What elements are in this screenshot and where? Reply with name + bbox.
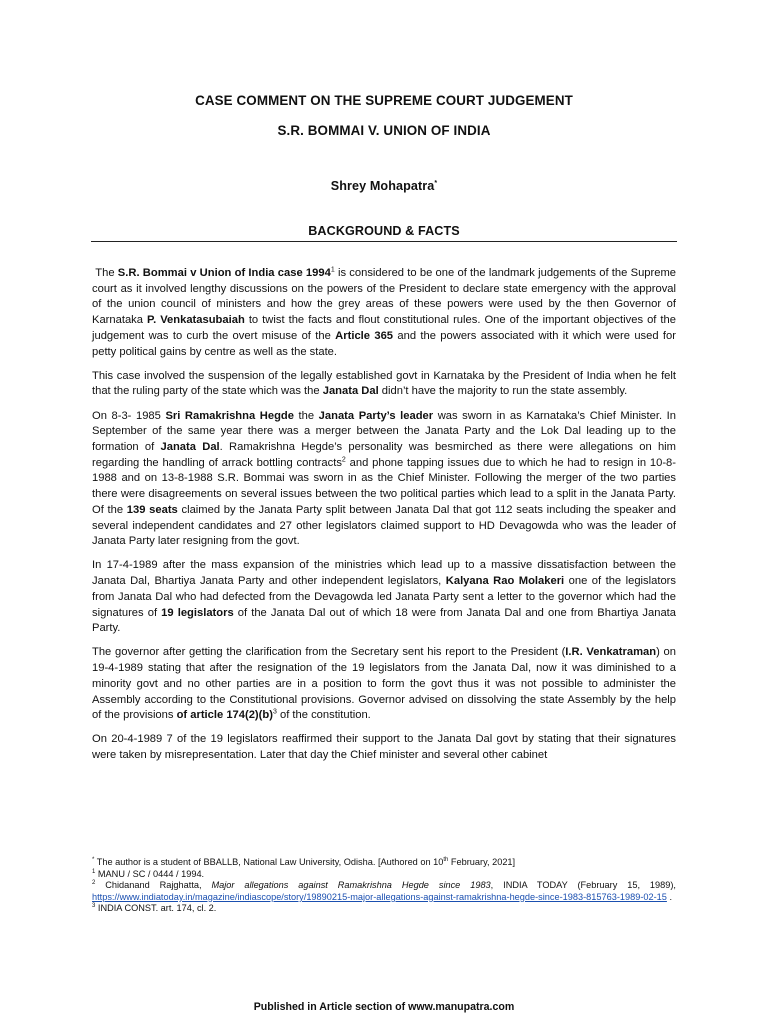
heading-rule [91,241,677,242]
text-run: didn’t have the majority to run the state assembly. [378,385,628,398]
case-subtitle: S.R. BOMMAI V. UNION OF INDIA [277,123,491,138]
text-run: to twist the facts and flout constitutional rules. One of the important objectives of the judgement was to curb the overt misuse of the [92,314,676,342]
footnote-mark: 1 [92,868,96,875]
text-run: . Ramakrishna Hegde’s personality was besmirched as there were allegations on him regarding the handling of arrack bottling contracts [92,441,676,469]
source-link[interactable]: https://www.indiatoday.in/magazine/indiascope/story/19890215-major-allegations-against-ramakrishna-hegde-since-1983-815763-1989-02-15 [92,891,667,902]
footnote-mark: 2 [92,880,96,887]
text-run: the [293,409,319,422]
body-text [92,266,676,772]
bold-run: Janata Dal [160,441,220,454]
footnote-author [92,857,676,869]
bold-run: Sri Ramakrishna Hegde [165,409,294,422]
article-title: Major allegations against Ramakrishna Hegde since 1983 [211,880,491,891]
bold-run: I.R. Venkatraman [565,646,657,659]
footnote-text: INDIA CONST. art. 174, cl. 2. [95,903,217,914]
text-run: was sworn in as Karnataka’s Chief Minister. In September of the same year there was a merger between the Janata Party and the Lok Dal leading up to the formation of [92,409,676,454]
footnote-text: Chidanand Rajghatta, [95,880,212,891]
text-run: of the constitution. [276,709,371,722]
bold-run: Janata Party’s leader [318,409,434,422]
text-run: On 8-3- 1985 [92,409,166,422]
ordinal-suffix: th [443,856,449,863]
text-run: ) on 19-4-1989 stating that after the resignation of the 19 legislators from the Janata Dal, now it was diminished to a minority govt and no other parties are in a position to form the govt thus it was not possible to administer the Assembly according to the Constitutional provisions. Governor advised on dissolving the state Assembly by the help of the provisions [92,646,676,722]
footnote-3 [92,903,676,915]
bold-run: Article 365 [335,329,394,342]
bold-run: 139 seats [126,503,178,516]
footnote-text: MANU / SC / 0444 / 1994. [95,868,205,879]
author-line [0,179,768,193]
footnote-ref: 3 [272,708,277,716]
text-run: On 20-4-1989 7 of the 19 legislators reaffirmed their support to the Janata Dal govt by stating that their signatures were taken by misrepresentation. Later that day the Chief minister and several other cabinet [92,733,676,762]
text-run: This case involved the suspension of the legally established govt in Karnataka by the President of India when he felt that the ruling party of the state which was the [92,369,676,398]
bold-run: Janata Dal [322,385,379,398]
paragraph-3 [92,409,676,550]
text-run: The governor after getting the clarification from the Secretary sent his report to the President ( [92,646,566,659]
author-footnote-mark: * [434,179,438,187]
text-run: claimed by the Janata Party split between Janata Dal that got 112 seats including the speaker and several independent candidates and 27 other legislators claimed support to HD Devagowda who was the leader of Janata Party later resigning from the govt. [92,503,676,548]
paragraph-2 [92,369,676,400]
text-run: and phone tapping issues due to which he had to resign in 10-8-1988 and on 13-8-1988 S.R. Bommai was sworn in as the Chief Minister. Following the merger of the two parties there were disagreements on several issues between the two political parties which lead to a split in the Janata Party. Of the [92,456,676,516]
footnote-1 [92,869,676,881]
paragraph-4 [92,558,676,637]
bold-run: of article 174(2)(b) [176,709,273,722]
text-run: of the Janata Dal out of which 18 were from Janata Dal and one from Bhartiya Janata Party. [92,606,676,635]
footnote-mark: * [92,856,95,863]
bold-run: 19 legislators [161,606,234,619]
paragraph-1 [92,266,676,360]
section-heading: BACKGROUND & FACTS [308,224,460,238]
footnote-ref: 2 [341,456,346,463]
footnote-ref: 1 [330,266,335,274]
text-run: is considered to be one of the landmark judgements of the Supreme court as it involved lengthy discussions on the powers of the President to declare state emergency with the approval of the union council of ministers and how the grey areas of these powers were used by the then Governor of Karnataka [92,267,677,327]
page-footer: Published in Article section of www.manupatra.com [253,1001,515,1013]
text-run: The [95,267,118,279]
footnote-text: February, 2021] [448,857,516,867]
footnote-text: The author is a student of BBALLB, National Law University, Odisha. [Authored on 10 [94,857,444,867]
paragraph-5 [92,645,676,724]
footnote-2 [92,880,676,903]
page-title: CASE COMMENT ON THE SUPREME COURT JUDGEMENT [195,93,573,108]
bold-run: Kalyana Rao Molakeri [445,575,565,588]
text-run: one of the legislators from Janata Dal who had defected from the Devagowda led Janata Party sent a letter to the governor which had the signatures of [92,575,676,619]
author-name: Shrey Mohapatra [330,179,435,193]
footnotes [92,857,676,915]
text-run: and the powers associated with it which were used for petty political gains by centre as well as the state. [92,329,676,358]
footnote-text: . [666,891,673,902]
footnote-text: , INDIA TODAY (February 15, 1989), [490,880,676,891]
text-run: In 17-4-1989 after the mass expansion of the ministries which lead up to a massive dissatisfaction between the Janata Dal, Bhartiya Janata Party and other independent legislators, [92,559,676,588]
footnote-mark: 3 [92,903,96,910]
bold-run: S.R. Bommai v Union of India case 1994 [117,267,331,279]
bold-run: P. Venkatasubaiah [147,314,245,327]
paragraph-6 [92,732,676,763]
